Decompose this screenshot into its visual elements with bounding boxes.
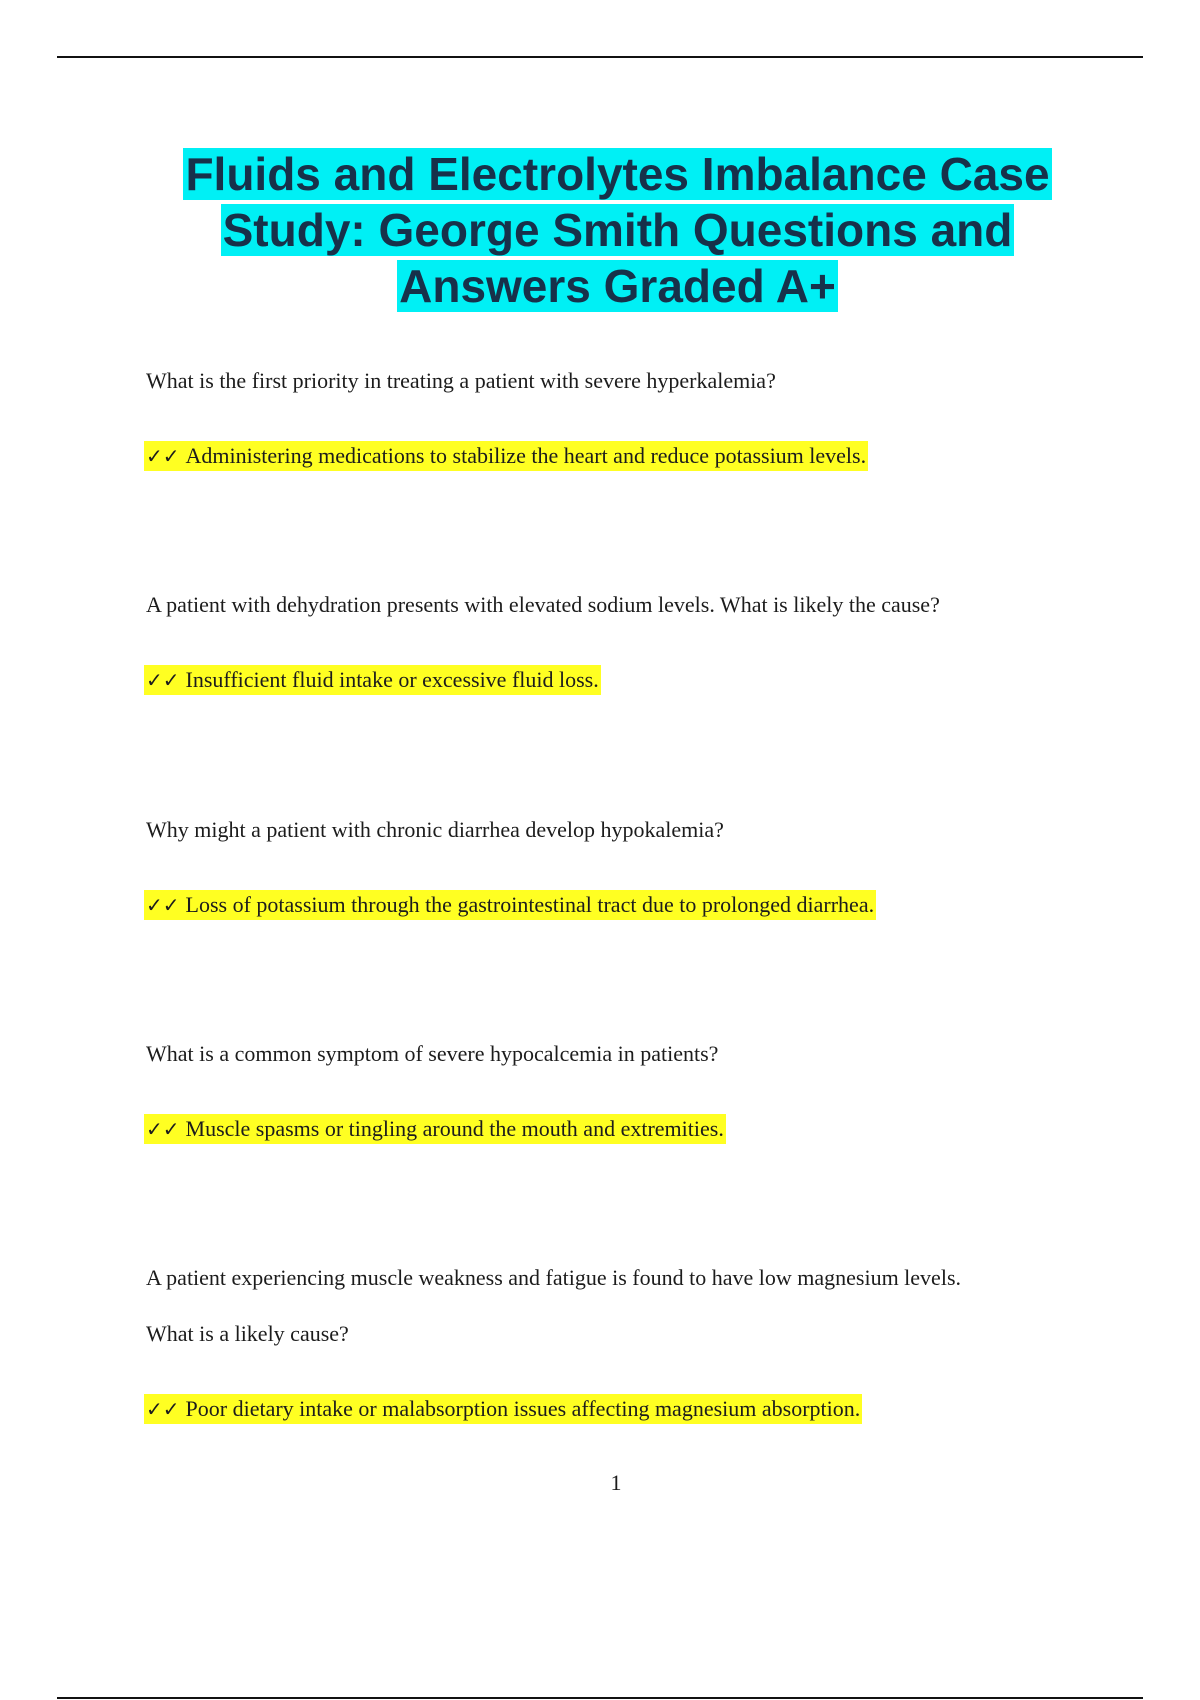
question-4: What is a common symptom of severe hypocalcemia in patients? [146,1041,719,1066]
double-check-icon: ✓✓ [146,1117,180,1141]
page-number: 1 [610,1470,622,1495]
answer-1-text: Administering medications to stabilize the heart and reduce potassium levels. [185,443,867,468]
answer-3-text: Loss of potassium through the gastrointestinal tract due to prolonged diarrhea. [185,892,875,917]
answer-5-text: Poor dietary intake or malabsorption issues affecting magnesium absorption. [185,1396,861,1421]
answer-2 [144,665,601,695]
document-title [100,146,1135,314]
question-3: Why might a patient with chronic diarrhea develop hypokalemia? [146,817,724,842]
question-5-line-1: A patient experiencing muscle weakness and fatigue is found to have low magnesium levels. [146,1265,961,1290]
double-check-icon: ✓✓ [146,1397,180,1421]
answer-3 [144,890,876,920]
double-check-icon: ✓✓ [146,893,180,917]
double-check-icon: ✓✓ [146,668,180,692]
bottom-rule [57,1697,1143,1699]
title-line-1: Fluids and Electrolytes Imbalance Case [185,148,1050,200]
answer-4 [144,1114,726,1144]
question-2: A patient with dehydration presents with elevated sodium levels. What is likely the cause? [146,592,940,617]
answer-2-text: Insufficient fluid intake or excessive fluid loss. [185,667,599,692]
question-5-line-2: What is a likely cause? [146,1321,349,1346]
answer-5 [144,1394,862,1424]
answer-4-text: Muscle spasms or tingling around the mouth and extremities. [185,1116,724,1141]
answer-1 [144,441,868,471]
question-1: What is the first priority in treating a patient with severe hyperkalemia? [146,368,776,393]
title-line-2: Study: George Smith Questions and [222,204,1013,256]
top-rule [57,56,1143,58]
title-line-3: Answers Graded A+ [399,260,836,312]
double-check-icon: ✓✓ [146,444,180,468]
